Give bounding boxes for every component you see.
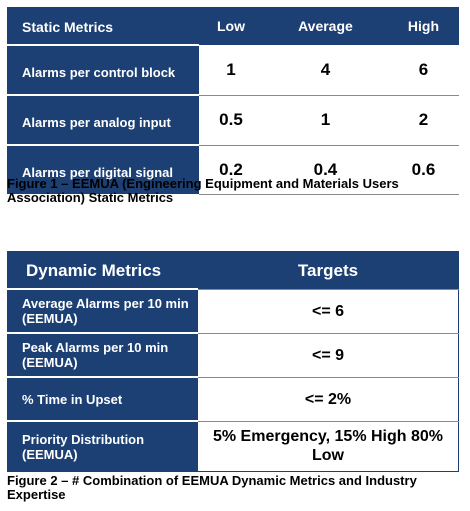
cell-high: 2 [388, 95, 459, 145]
row-label: Alarms per control block [7, 45, 199, 95]
cell-target: <= 9 [198, 333, 459, 377]
header-low: Low [199, 7, 263, 45]
table-row [7, 45, 459, 95]
row-label: Peak Alarms per 10 min (EEMUA) [8, 333, 199, 377]
cell-average: 1 [263, 95, 388, 145]
table-row [8, 289, 459, 333]
header-dynamic-metrics: Dynamic Metrics [8, 252, 199, 290]
table-row [8, 377, 459, 421]
table-row [7, 95, 459, 145]
header-high: High [388, 7, 459, 45]
cell-average: 4 [263, 45, 388, 95]
cell-low: 1 [199, 45, 263, 95]
header-average: Average [263, 7, 388, 45]
dynamic-metrics-table [7, 251, 459, 472]
dynamic-header-row [8, 252, 459, 290]
header-targets: Targets [198, 252, 459, 290]
table-row [8, 333, 459, 377]
cell-target: <= 6 [198, 289, 459, 333]
cell-low: 0.2 [199, 145, 263, 194]
row-label: Alarms per digital signal [7, 145, 199, 194]
figure-2-caption: Figure 2 – # Combination of EEMUA Dynamic Metrics and Industry Expertise [7, 473, 417, 502]
cell-target: 5% Emergency, 15% High 80% Low [198, 421, 459, 472]
row-label: % Time in Upset [8, 377, 199, 421]
row-label: Priority Distribution (EEMUA) [8, 421, 199, 472]
cell-average: 0.4 [263, 145, 388, 194]
cell-high: 6 [388, 45, 459, 95]
row-label: Average Alarms per 10 min (EEMUA) [8, 289, 199, 333]
header-static-metrics: Static Metrics [7, 7, 199, 45]
static-metrics-table [7, 7, 459, 195]
static-header-row [7, 7, 459, 45]
cell-low: 0.5 [199, 95, 263, 145]
row-label: Alarms per analog input [7, 95, 199, 145]
table-row [8, 421, 459, 472]
cell-high: 0.6 [388, 145, 459, 194]
figure-1-caption: Figure 1 – EEMUA (Engineering Equipment and Materials Users Association) Static Metrics [7, 176, 399, 205]
cell-target: <= 2% [198, 377, 459, 421]
